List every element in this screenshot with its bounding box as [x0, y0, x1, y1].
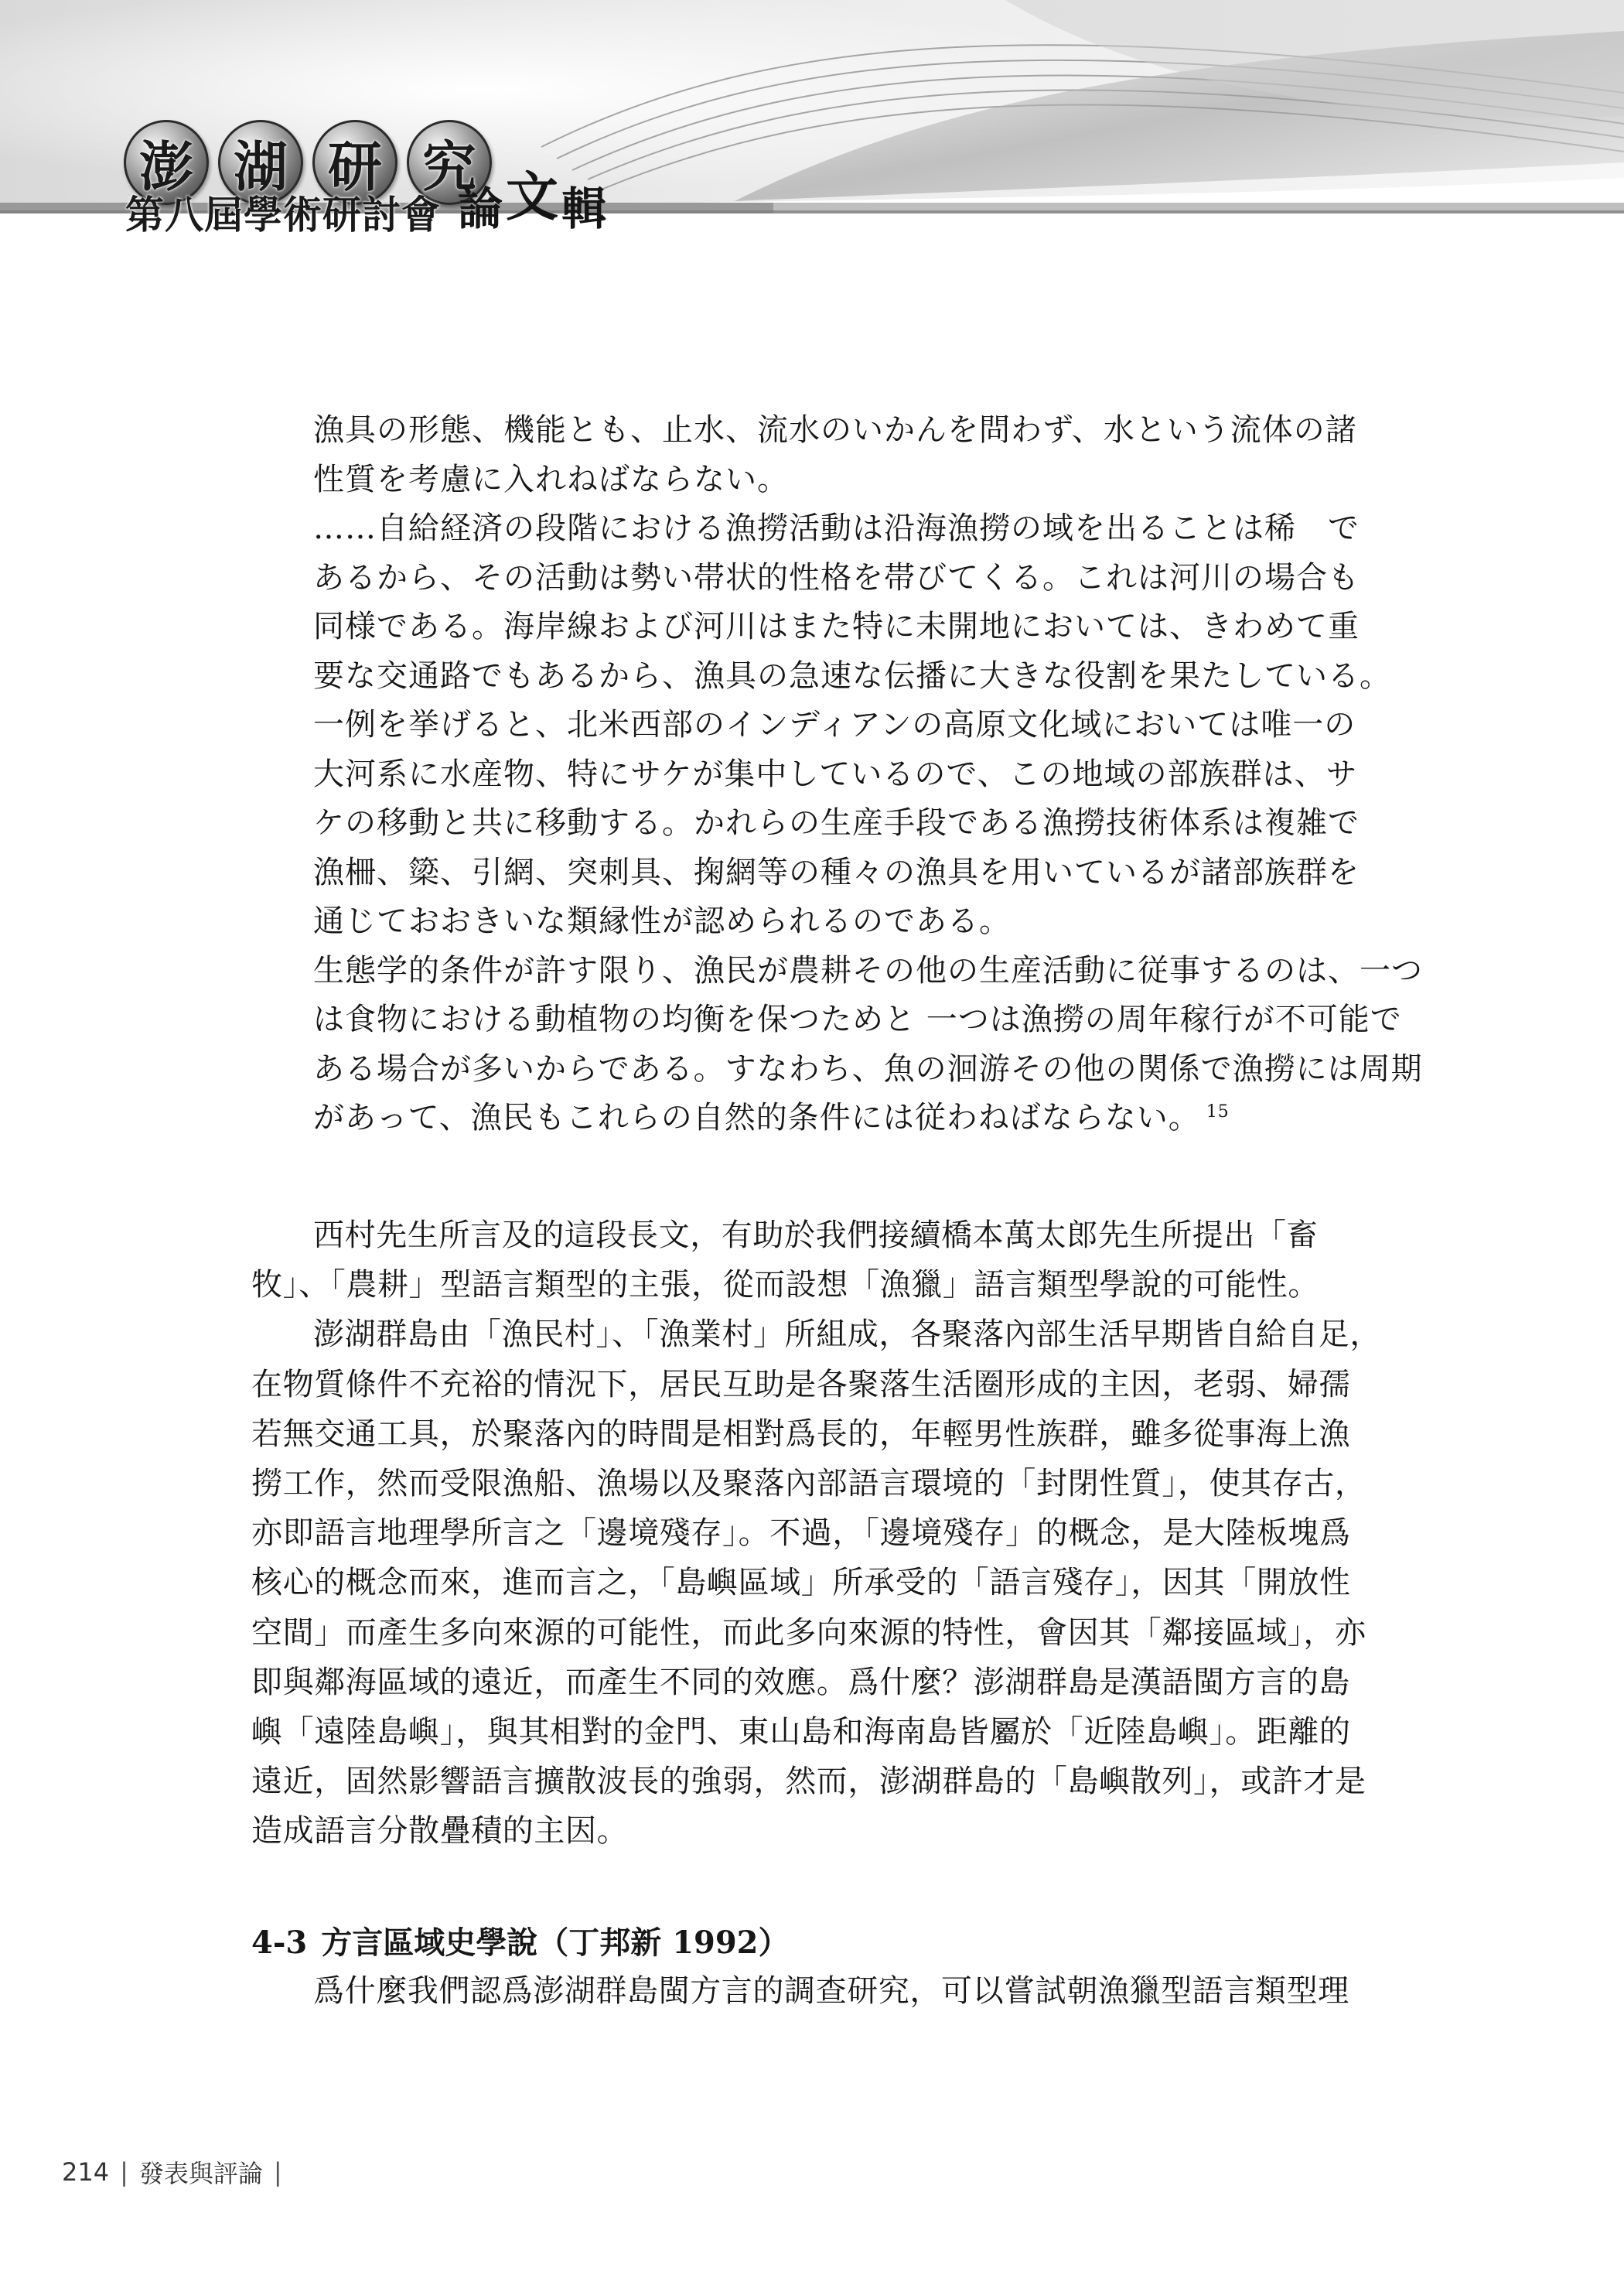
- quote-line: 漁柵、簗、引網、突刺具、掬網等の種々の漁具を用いているが諸部族群を: [313, 854, 1360, 890]
- quote-line: は食物における動植物の均衡を保つためと 一つは漁撈の周年稼行が不可能で: [313, 1002, 1402, 1037]
- conference-title: 第八屆學術研討會: [125, 193, 441, 237]
- footer-section-label: 發表與評論: [138, 2159, 263, 2188]
- quote-line: ケの移動と共に移動する。かれらの生産手段である漁撈技術体系は複雑で: [313, 805, 1360, 841]
- quote-line: 漁具の形態、機能とも、止水、流水のいかんを問わず、水という流体の諸: [313, 412, 1357, 448]
- paragraph-line: 亦即語言地理學所言之「邊境殘存」。不過，「邊境殘存」的概念，是大陸板塊爲: [251, 1515, 1351, 1552]
- paragraph-line: 西村先生所言及的這段長文，有助於我們接續橋本萬太郎先生所提出「畜: [313, 1218, 1319, 1253]
- quote-line: 通じておおきいな類縁性が認められるのである。: [313, 903, 1011, 939]
- series-char: 究: [422, 135, 476, 199]
- quote-line: 同様である。海岸線および河川はまた特に未開地においては、きわめて重: [313, 609, 1360, 644]
- paragraph-line: 造成語言分散疊積的主因。: [251, 1813, 629, 1849]
- quote-line: 大河系に水産物、特にサケが集中しているので、この地域の部族群は、サ: [313, 756, 1358, 792]
- footer-divider: |: [120, 2157, 128, 2187]
- body-text: [251, 1211, 1380, 1856]
- series-char: 澎: [139, 135, 193, 199]
- paragraph-line: 核心的概念而來，進而言之，「島嶼區域」所承受的「語言殘存」，因其「開放性: [251, 1565, 1351, 1601]
- paragraph-line: 即與鄰海區域的遠近，而產生不同的效應。爲什麼？澎湖群島是漢語閩方言的島: [251, 1664, 1350, 1700]
- quote-line: 要な交通路でもあるから、漁具の急速な伝播に大きな役割を果たしている。: [313, 657, 1391, 694]
- paragraph-line: 若無交通工具，於聚落內的時間是相對爲長的，年輕男性族群，雖多從事海上漁: [251, 1416, 1350, 1452]
- page-number: 214: [62, 2157, 110, 2187]
- quote-line: 性質を考慮に入れねばならない。: [313, 461, 789, 497]
- quote-line: 一例を挙げると、北米西部のインディアンの高原文化域においては唯一の: [313, 707, 1356, 743]
- section-number: 4-3: [251, 1925, 308, 1961]
- paragraph-line: 遠近，固然影響語言擴散波長的強弱，然而，澎湖群島的「島嶼散列」，或許才是: [251, 1764, 1366, 1800]
- quote-line: があって、漁民もこれらの自然的条件には従わねばならない。: [313, 1100, 1200, 1136]
- quote-line: 生態学的条件が許す限り、漁民が農耕その他の生産活動に従事するのは、一つ: [313, 952, 1423, 989]
- quote-line: ……自給経済の段階における漁撈活動は沿海漁撈の域を出ることは稀 で: [313, 511, 1360, 546]
- conference-subtitle: [125, 167, 610, 240]
- quote-line: ある場合が多いからである。すなわち、魚の洄游その他の関係で漁撈には周期: [313, 1050, 1423, 1087]
- quote-line: あるから、その活動は勢い帯状的性格を帯びてくる。これは河川の場合も: [313, 559, 1360, 596]
- proceedings-title: [458, 165, 609, 240]
- series-char: 研: [328, 135, 382, 199]
- paragraph-line: 在物質條件不充裕的情況下，居民互助是各聚落生活圈形成的主因，老弱、婦孺: [251, 1366, 1350, 1402]
- proceedings-char: 論: [458, 183, 507, 235]
- paragraph-line: 空間」而產生多向來源的可能性，而此多向來源的特性，會因其「鄰接區域」，亦: [251, 1614, 1366, 1651]
- footer-divider: |: [273, 2157, 282, 2187]
- paragraph-line: 嶼「遠陸島嶼」，與其相對的金門、東山島和海南島皆屬於「近陸島嶼」。距離的: [251, 1714, 1351, 1750]
- section-title: 方言區域史學說（丁邦新 1992）: [321, 1925, 790, 1961]
- footnote-reference[interactable]: 15: [1206, 1101, 1230, 1122]
- section-first-line: 爲什麼我們認爲澎湖群島閩方言的調查研究，可以嘗試朝漁獵型語言類型理: [313, 1973, 1349, 2009]
- proceedings-char: 輯: [561, 183, 610, 235]
- paragraph-line: 撈工作，然而受限漁船、漁場以及聚落內部語言環境的「封閉性質」，使其存古，: [251, 1466, 1366, 1502]
- page-footer: [62, 2153, 282, 2191]
- quote-line-last: [313, 1094, 1380, 1143]
- paragraph-line: 澎湖群島由「漁民村」、「漁業村」所組成，各聚落內部生活早期皆自給自足，: [313, 1317, 1381, 1353]
- paragraph-line: 牧」、「農耕」型語言類型的主張，從而設想「漁獵」語言類型學說的可能性。: [251, 1267, 1319, 1303]
- section-heading: [251, 1918, 790, 1968]
- header-banner: [0, 0, 1624, 255]
- series-char: 湖: [234, 135, 288, 199]
- proceedings-char: 文: [506, 167, 562, 228]
- block-quote: [313, 406, 1423, 1143]
